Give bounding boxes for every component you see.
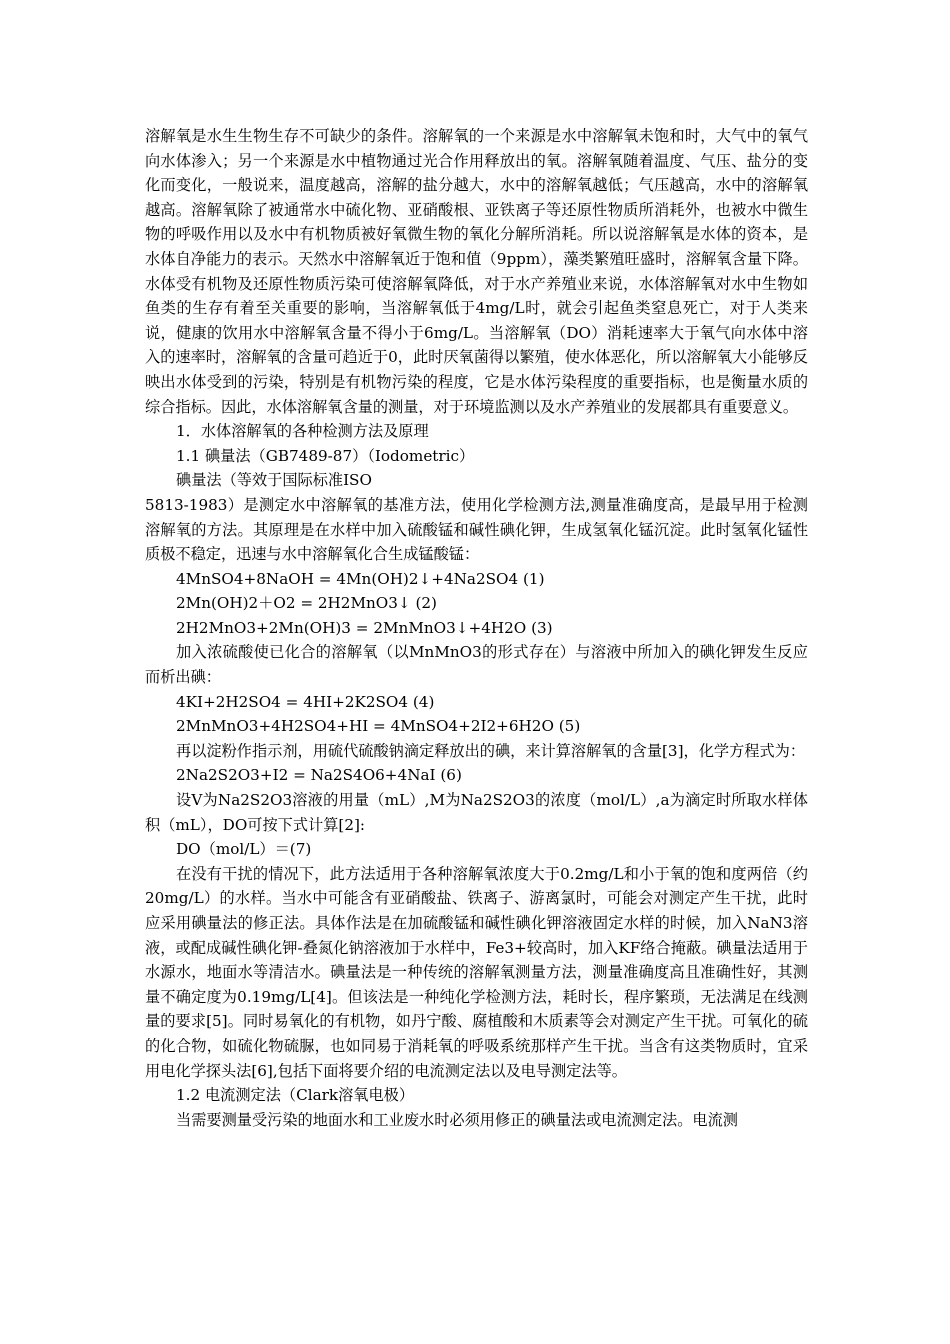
subsection-heading: 1.2 电流测定法（Clark溶氧电极） xyxy=(176,1086,415,1105)
body-paragraph: 5813-1983）是测定水中溶解氧的基准方法，使用化学检测方法,测量准确度高，是最早用于检测溶解氧的方法。其原理是在水样中加入硫酸锰和碱性碘化钾，生成氢氧化锰沉淀。此时氢氧化锰性质极不稳定，迅速与水中溶解氧化合生成锰酸锰： xyxy=(145,495,808,564)
equation: 4MnSO4+8NaOH = 4Mn(OH)2↓+4Na2SO4 (1) xyxy=(176,569,545,588)
body-paragraph: 设V为Na2S2O3溶液的用量（mL）,M为Na2S2O3的浓度（mol/L）,a为滴定时所取水样体积（mL），DO可按下式计算[2]: xyxy=(145,791,808,834)
intro-paragraph: 溶解氧是水生生物生存不可缺少的条件。溶解氧的一个来源是水中溶解氧未饱和时，大气中的氧气向水体渗入；另一个来源是水中植物通过光合作用释放出的氧。溶解氧随着温度、气压、盐分的变化而变化，一般说来，温度越高，溶解的盐分越大，水中的溶解氧越低；气压越高，水中的溶解氧越高。溶解氧除了被通常水中硫化物、亚硝酸根、亚铁离子等还原性物质所消耗外，也被水中微生物的呼吸作用以及水中有机物质被好氧微生物的氧化分解所消耗。所以说溶解氧是水体的资本，是水体自净能力的表示。天然水中溶解氧近于饱和值（9ppm），藻类繁殖旺盛时，溶解氧含量下降。水体受有机物及还原性物质污染可使溶解氧降低，对于水产养殖业来说，水体溶解氧对水中生物如鱼类的生存有着至关重要的影响，当溶解氧低于4mg/L时，就会引起鱼类窒息死亡，对于人类来说，健康的饮用水中溶解氧含量不得小于6mg/L。当溶解氧（DO）消耗速率大于氧气向水体中溶入的速率时，溶解氧的含量可趋近于0，此时厌氧菌得以繁殖，使水体恶化，所以溶解氧大小能够反映出水体受到的污染，特别是有机物污染的程度，它是水体污染程度的重要指标，也是衡量水质的综合指标。因此，水体溶解氧含量的测量，对于环境监测以及水产养殖业的发展都具有重要意义。 xyxy=(145,127,808,416)
body-paragraph: 加入浓硫酸使已化合的溶解氧（以MnMnO3的形式存在）与溶液中所加入的碘化钾发生反应而析出碘： xyxy=(145,643,808,687)
equation: 2H2MnO3+2Mn(OH)3 = 2MnMnO3↓+4H2O (3) xyxy=(176,618,553,637)
body-paragraph: 在没有干扰的情况下，此方法适用于各种溶解氧浓度大于0.2mg/L和小于氧的饱和度两倍（约20mg/L）的水样。当水中可能含有亚硝酸盐、铁离子、游离氯时，可能会对测定产生干扰，此时应采用碘量法的修正法。具体作法是在加硫酸锰和碱性碘化钾溶液固定水样的时候，加入NaN3溶液，或配成碱性碘化钾-叠氮化钠溶液加于水样中，Fe3+较高时，加入KF络合掩蔽。碘量法适用于水源水，地面水等清洁水。碘量法是一种传统的溶解氧测量方法，测量准确度高且准确性好，其测量不确定度为0.19mg/L[4]。但该法是一种纯化学检测方法，耗时长，程序繁琐，无法满足在线测量的要求[5]。同时易氧化的有机物，如丹宁酸、腐植酸和木质素等会对测定产生干扰。可氧化的硫的化合物，如硫化物硫脲，也如同易于消耗氧的呼吸系统那样产生干扰。当含有这类物质时，宜采用电化学探头法[6],包括下面将要介绍的电流测定法以及电导测定法等。 xyxy=(145,864,808,1080)
equation: 2Mn(OH)2＋O2 = 2H2MnO3↓ (2) xyxy=(176,594,437,613)
equation: 4KI+2H2SO4 = 4HI+2K2SO4 (4) xyxy=(176,692,435,711)
body-paragraph: 再以淀粉作指示剂，用硫代硫酸钠滴定释放出的碘，来计算溶解氧的含量[3]，化学方程式为： xyxy=(176,741,806,760)
equation: 2Na2S2O3+I2 = Na2S4O6+4NaI (6) xyxy=(176,766,462,785)
body-paragraph: 碘量法（等效于国际标准ISO xyxy=(176,471,372,490)
body-paragraph: 当需要测量受污染的地面水和工业废水时必须用修正的碘量法或电流测定法。电流测 xyxy=(176,1110,738,1129)
equation: DO（mol/L）＝(7) xyxy=(176,840,312,859)
section-heading: 1．水体溶解氧的各种检测方法及原理 xyxy=(176,422,429,441)
subsection-heading: 1.1 碘量法（GB7489-87）（Iodometric） xyxy=(176,446,475,465)
document-page xyxy=(145,124,808,1132)
equation: 2MnMnO3+4H2SO4+HI = 4MnSO4+2I2+6H2O (5) xyxy=(176,717,581,736)
